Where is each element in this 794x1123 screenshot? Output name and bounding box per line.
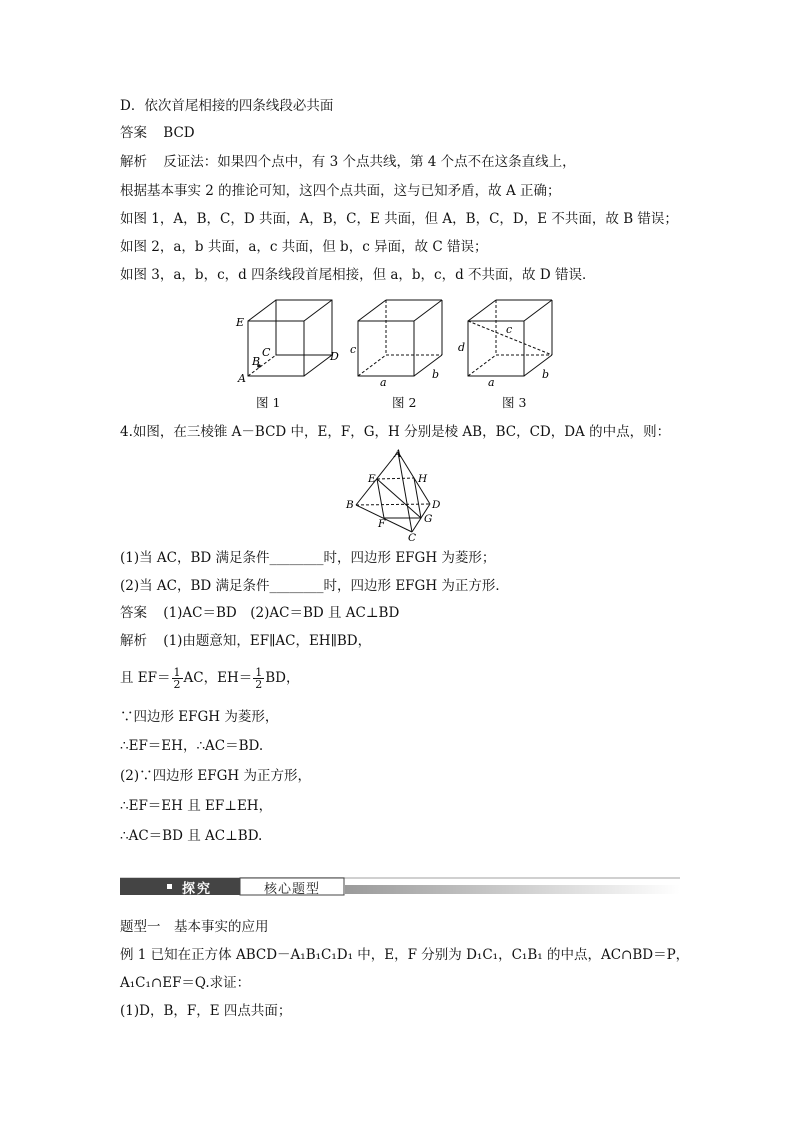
tetra-label-d: D [432, 499, 441, 511]
q4-sub2: (2)当 AC，BD 满足条件________时，四边形 EFGH 为正方形． [120, 578, 509, 594]
fig1-label-b: B [252, 355, 261, 368]
answer-label: 答案 [120, 605, 147, 621]
step2-suffix: BD， [265, 670, 300, 686]
fig3-label-c: c [506, 323, 513, 336]
step2-prefix: 且 EF＝ [120, 670, 171, 686]
q4-analysis-line-5: (2)∵四边形 EFGH 为正方形， [120, 768, 311, 784]
example1-line-2: A₁C₁∩EF＝Q.求证： [120, 975, 251, 991]
q4-analysis-line-1 [120, 632, 371, 650]
fig3-label-a: a [488, 376, 495, 388]
answer-label: 答案 [120, 125, 147, 141]
figure-2-cube [348, 296, 448, 388]
fig1-label-c: C [262, 346, 271, 359]
option-d: D．依次首尾相接的四条线段必共面 [120, 98, 334, 114]
fig1-label-e: E [236, 316, 245, 329]
q4-analysis-line-7: ∴AC＝BD 且 AC⊥BD. [120, 828, 263, 844]
tetrahedron-figure [344, 446, 450, 542]
fig2-label-c: c [350, 343, 357, 356]
figure-3-cube [456, 296, 556, 388]
q4-sub1: (1)当 AC，BD 满足条件________时，四边形 EFGH 为菱形； [120, 550, 496, 566]
tetra-label-b: B [346, 499, 354, 511]
q4-analysis-line-2 [120, 664, 299, 692]
fraction-half: $\frac{1}{2}$ [255, 666, 263, 691]
tetra-label-h: H [418, 473, 428, 485]
q4-analysis-line-6: ∴EF＝EH 且 EF⊥EH， [120, 798, 273, 814]
fig3-caption: 图 3 [502, 395, 527, 410]
tetra-label-a: A [394, 448, 402, 460]
fig1-label-d: D [330, 350, 339, 363]
example1-sub1: (1)D，B，F，E 四点共面； [120, 1003, 292, 1019]
answer-value: BCD [163, 125, 195, 141]
fig1-caption: 图 1 [256, 395, 281, 410]
analysis-line-5: 如图 3，a，b，c，d 四条线段首尾相接，但 a，b，c，d 不共面，故 D 错误． [120, 267, 596, 283]
fig3-label-b: b [542, 368, 550, 381]
section-title: 探究 [182, 882, 213, 897]
analysis-text: (1)由题意知，EF∥AC，EH∥BD， [163, 633, 372, 649]
tetra-label-c: C [408, 532, 417, 542]
analysis-label: 解析 [120, 154, 147, 170]
fig2-caption: 图 2 [392, 395, 417, 410]
fig2-label-b: b [432, 368, 440, 381]
type1-title: 题型一 基本事实的应用 [120, 919, 269, 935]
q4-stem: 4.如图，在三棱锥 A－BCD 中，E，F，G，H 分别是棱 AB，BC，CD，DA 的中点，则： [120, 424, 671, 440]
answer-line-q3 [120, 124, 195, 142]
analysis-line-4: 如图 2，a，b 共面，a，c 共面，但 b，c 异面，故 C 错误； [120, 239, 488, 255]
square-bullet-icon [167, 884, 172, 889]
example1-line-1: 例 1 已知在正方体 ABCD－A₁B₁C₁D₁ 中，E，F 分别为 D₁C₁，C₁B₁ 的中点，AC∩BD＝P， [120, 947, 690, 963]
q4-analysis-line-4: ∴EF＝EH，∴AC＝BD. [120, 738, 264, 754]
tetra-label-f: F [378, 518, 386, 530]
analysis-text: 反证法：如果四个点中，有 3 个点共线，第 4 个点不在这条直线上， [163, 154, 576, 170]
tetra-label-e: E [368, 473, 376, 485]
analysis-label: 解析 [120, 633, 147, 649]
q4-analysis-line-3: ∵四边形 EFGH 为菱形， [120, 709, 279, 725]
analysis-line-2: 根据基本事实 2 的推论可知，这四个点共面，这与已知矛盾，故 A 正确； [120, 183, 561, 199]
fig2-label-a: a [380, 376, 387, 388]
q4-answer-line [120, 604, 399, 622]
analysis-line-3: 如图 1，A，B，C，D 共面，A，B，C，E 共面，但 A，B，C，D，E 不共面，故 B 错误； [120, 211, 678, 227]
analysis-line-1 [120, 153, 576, 171]
answer-value: (1)AC＝BD (2)AC＝BD 且 AC⊥BD [163, 605, 400, 621]
fig1-label-a: A [238, 372, 246, 385]
step2-mid: AC，EH＝ [183, 670, 253, 686]
figure-1-cube [232, 296, 352, 388]
section-subtitle: 核心题型 [264, 882, 321, 897]
tetra-label-g: G [424, 513, 433, 525]
fraction-half: $\frac{1}{2}$ [173, 666, 181, 691]
fig3-label-d: d [458, 341, 466, 354]
